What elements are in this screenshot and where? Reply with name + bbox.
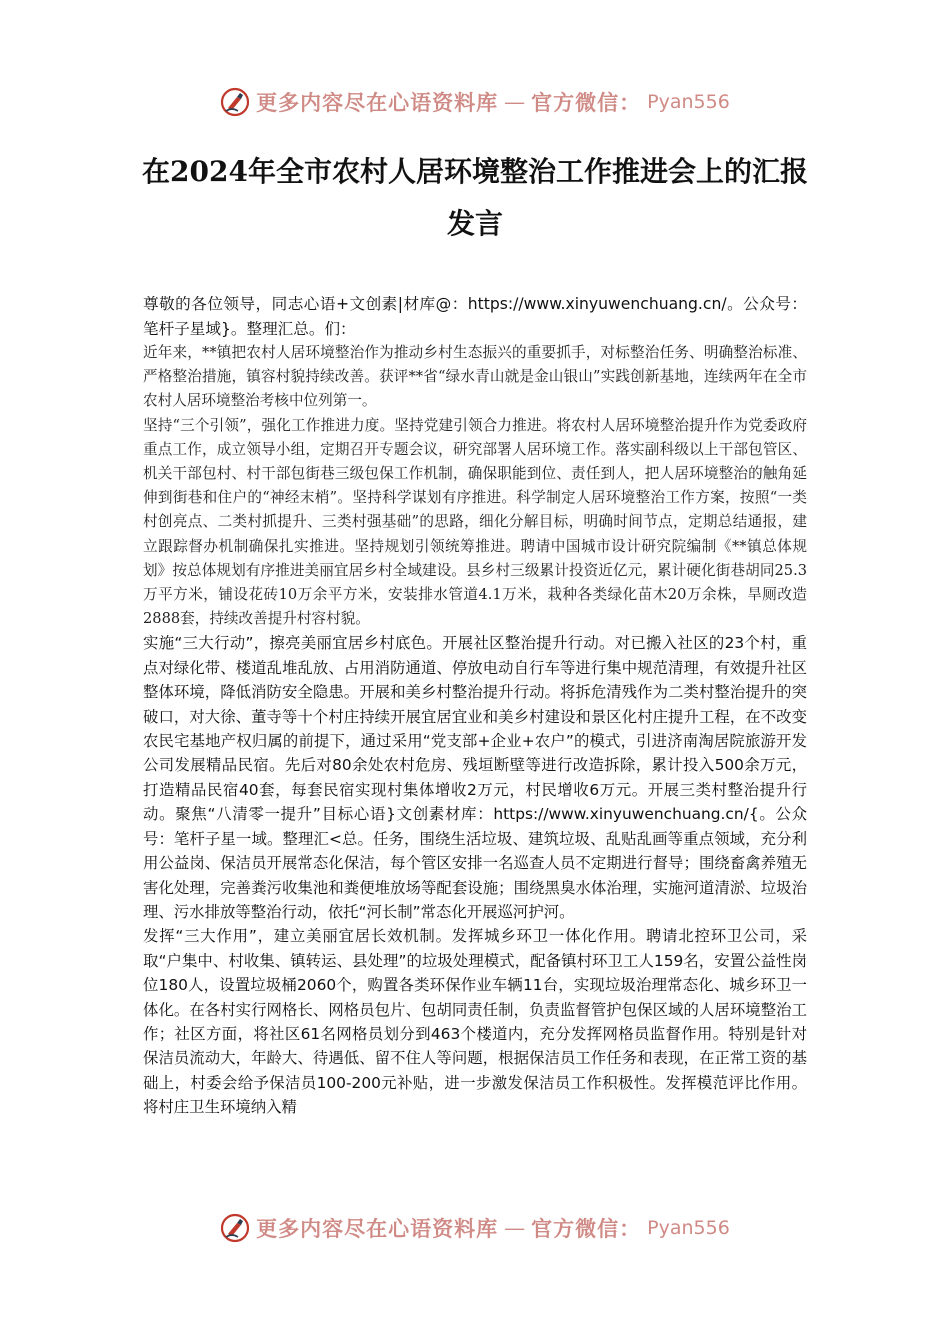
banner-label: 官方微信： bbox=[531, 90, 642, 115]
brand-logo-icon bbox=[220, 87, 250, 117]
banner-text: 更多内容尽在心语资料库 bbox=[256, 1216, 499, 1241]
banner-wechat-id: Pyan556 bbox=[647, 1217, 730, 1239]
intro-paragraph: 近年来，**镇把农村人居环境整治作为推动乡村生态振兴的重要抓手，对标整治任务、明确整治标准、严格整治措施，镇容村貌持续改善。获评**省“绿水青山就是金山银山”实践创新基地，连续两年在全市农村人居环境整治考核中位列第一。 bbox=[143, 344, 807, 410]
document-body bbox=[143, 292, 807, 1120]
three-leads-paragraph: 坚持“三个引领”，强化工作推进力度。坚持党建引领合力推进。将农村人居环境整治提升作为党委政府重点工作，成立领导小组，定期召开专题会议，研究部署人居环境工作。落实副科级以上干部包管区、机关干部包村、村干部包街巷三级包保工作机制，确保职能到位、责任到人，把人居环境整治的触角延伸到街巷和住户的“神经末梢”。坚持科学谋划有序推进。科学制定人居环境整治工作方案，按照“一类村创亮点、二类村抓提升、三类村强基础”的思路，细化分解目标，明确时间节点，定期总结通报，建立跟踪督办机制确保扎实推进。坚持规划引领统筹推进。聘请中国城市设计研究院编制《**镇总体规划》按总体规划有序推进美丽宜居乡村全域建设。县乡村三级累计投资近亿元，累计硬化街巷胡同25.3万平方米，铺设花砖10万余平方米，安装排水管道4.1万米，栽种各类绿化苗木20万余株，旱厕改造2888套，持续改善提升村容村貌。 bbox=[143, 416, 807, 628]
banner-separator: — bbox=[504, 1216, 526, 1240]
banner-separator: — bbox=[504, 90, 526, 114]
greeting-paragraph: 尊敬的各位领导，同志心语+文创素|材库@：https://www.xinyuwenchuang.cn/。公众号：笔杆子星域}。整理汇总。们： bbox=[143, 295, 807, 338]
header-watermark-banner bbox=[0, 80, 950, 124]
banner-text: 更多内容尽在心语资料库 bbox=[256, 90, 499, 115]
banner-label: 官方微信： bbox=[531, 1216, 642, 1241]
three-roles-paragraph: 发挥“三大作用”，建立美丽宜居长效机制。发挥城乡环卫一体化作用。聘请北控环卫公司，采取“户集中、村收集、镇转运、县处理”的垃圾处理模式，配备镇村环卫工人159名，安置公益性岗位180人，设置垃圾桶2060个，购置各类环保作业车辆11台，实现垃圾治理常态化、城乡环卫一体化。在各村实行网格长、网格员包片、包胡同责任制，负责监督管护包保区域的人居环境整治工作；社区方面，将社区61名网格员划分到463个楼道内，充分发挥网格员监督作用。特别是针对保洁员流动大，年龄大、待遇低、留不住人等问题，根据保洁员工作任务和表现，在正常工资的基础上，村委会给予保洁员100-200元补贴，进一步激发保洁员工作积极性。发挥模范评比作用。将村庄卫生环境纳入精 bbox=[143, 927, 807, 1117]
banner-wechat-id: Pyan556 bbox=[647, 91, 730, 113]
three-actions-paragraph: 实施“三大行动”，擦亮美丽宜居乡村底色。开展社区整治提升行动。对已搬入社区的23个村，重点对绿化带、楼道乱堆乱放、占用消防通道、停放电动自行车等进行集中规范清理，有效提升社区整体环境，降低消防安全隐患。开展和美乡村整治提升行动。将拆危清残作为二类村整治提升的突破口，对大徐、董寺等十个村庄持续开展宜居宜业和美乡村建设和景区化村庄提升工程，在不改变农民宅基地产权归属的前提下，通过采用“党支部+企业+农户”的模式，引进济南淘居院旅游开发公司发展精品民宿。先后对80余处农村危房、残垣断壁等进行改造拆除，累计投入500余万元，打造精品民宿40套，每套民宿实现村集体增收2万元，村民增收6万元。开展三类村整治提升行动。聚焦“八清零一提升”目标心语}文创素材库：https://www.xinyuwenchuang.cn/{。公众号：笔杆子星一域。整理汇<总。任务，围绕生活垃圾、建筑垃圾、乱贴乱画等重点领域，充分利用公益岗、保洁员开展常态化保洁，每个管区安排一名巡查人员不定期进行督导；围绕畜禽养殖无害化处理，完善粪污收集池和粪便堆放场等配套设施；围绕黑臭水体治理，实施河道清淤、垃圾治理、污水排放等整治行动，依托“河长制”常态化开展巡河护河。 bbox=[143, 634, 807, 921]
brand-logo-icon bbox=[220, 1213, 250, 1243]
document-title: 在2024年全市农村人居环境整治工作推进会上的汇报发言 bbox=[142, 155, 808, 240]
footer-watermark-banner bbox=[0, 1206, 950, 1250]
